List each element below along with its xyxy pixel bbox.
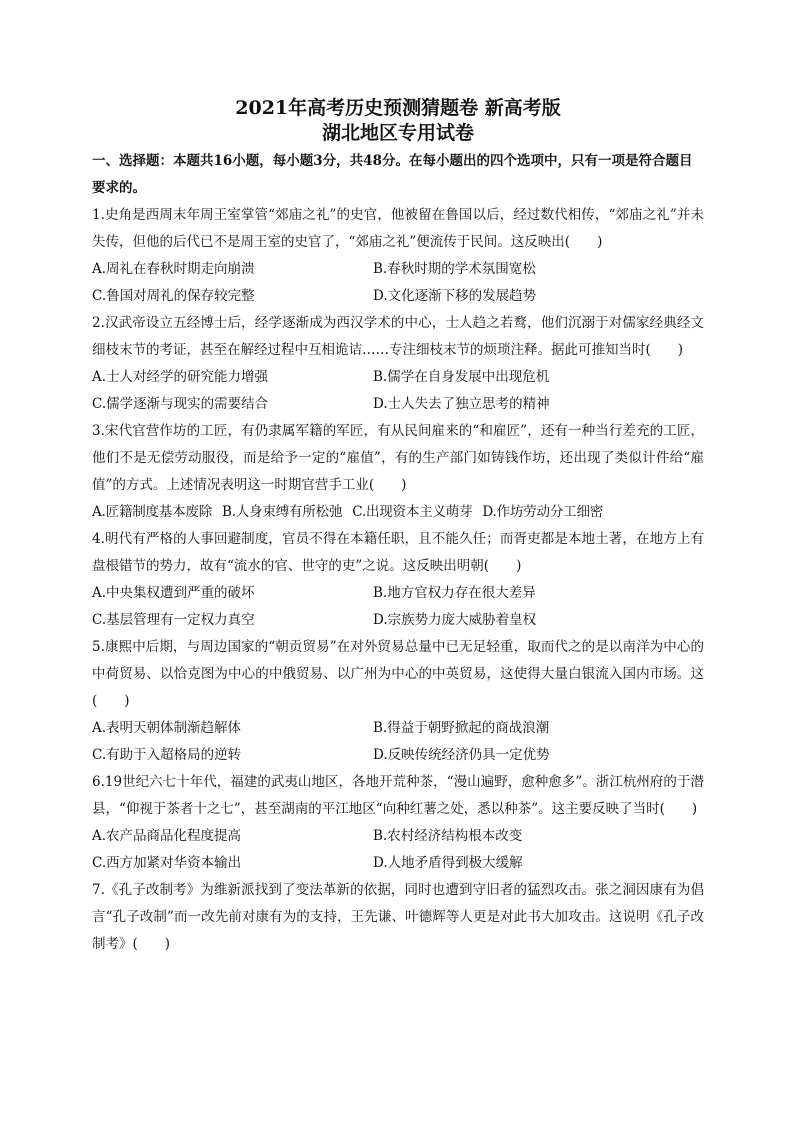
question-stem: 3.宋代官营作坊的工匠，有仍隶属军籍的军匠，有从民间雇来的“和雇匠”，还有一种当行差充的工匠，他们不是无偿劳动服役，而是给予一定的“雇值”，有的生产部门如铸钱作坊，还出现了类似计件给“雇值”的方式。上述情况表明这一时期官营手工业( ) [92, 423, 704, 493]
option-b: B.春秋时期的学术氛围宽松 [373, 261, 536, 277]
question-stem: 7.《孔子改制考》为维新派找到了变法革新的依据，同时也遭到守旧者的猛烈攻击。张之洞因康有为倡言“孔子改制”而一改先前对康有为的支持，王先谦、叶德辉等人更是对此书大加攻击。这说明《孔子改制考》( ) [92, 882, 704, 952]
option-a: A.农产品商品化程度提高 [92, 828, 242, 844]
exam-subtitle: 湖北地区专用试卷 [321, 122, 474, 144]
question-stem: 4.明代有严格的人事回避制度，官员不得在本籍任职，且不能久任；而胥吏都是本地土著，在地方上有盘根错节的势力，故有“流水的官、世守的吏”之说。这反映出明朝( ) [92, 531, 704, 574]
option-list [92, 715, 704, 769]
option-list [92, 364, 704, 418]
option-d: D.反映传统经济仍具一定优势 [373, 747, 550, 763]
option-list [92, 256, 704, 310]
option-c: C.出现资本主义萌芽 [352, 504, 473, 520]
exam-page [92, 96, 704, 958]
question-stem: 2.汉武帝设立五经博士后，经学逐渐成为西汉学术的中心，士人趋之若鹜，他们沉溺于对儒家经典经文细枝末节的考证，甚至在解经过程中互相诡诘……专注细枝末节的烦琐注释。据此可推知当时( ) [92, 315, 704, 358]
option-a: A.周礼在春秋时期走向崩溃 [92, 261, 255, 277]
option-b: B.人身束缚有所松弛 [222, 504, 343, 520]
option-b: B.儒学在自身发展中出现危机 [373, 369, 550, 385]
option-d: D.宗族势力庞大威胁着皇权 [373, 612, 537, 628]
option-d: D.作坊劳动分工细密 [482, 504, 604, 520]
option-b: B.地方官权力存在很大差异 [373, 585, 536, 601]
option-d: D.人地矛盾得到极大缓解 [373, 855, 523, 871]
question-stem: 5.康熙中后期，与周边国家的“朝贡贸易”在对外贸易总量中已无足轻重，取而代之的是以南洋为中心的中荷贸易、以恰克图为中心的中俄贸易、以广州为中心的中英贸易，这使得大量白银流入国内市场。这( ) [92, 639, 704, 709]
option-c: C.有助于入超格局的逆转 [92, 747, 242, 763]
option-list [92, 499, 704, 526]
option-list [92, 580, 704, 634]
question-stem: 6.19世纪六七十年代，福建的武夷山地区，各地开荒种茶，“漫山遍野，愈种愈多”。浙江杭州府的于潜县，“仰视于茶者十之七”，甚至湖南的平江地区“向种红薯之处，悉以种茶”。这主要反映了当时( ) [92, 774, 704, 817]
option-a: A.中央集权遭到严重的破坏 [92, 585, 255, 601]
option-b: B.得益于朝野掀起的商战浪潮 [373, 720, 550, 736]
option-c: C.鲁国对周礼的保存较完整 [92, 288, 255, 304]
exam-title: 2021年高考历史预测猜题卷 新高考版 [235, 97, 561, 119]
option-d: D.士人失去了独立思考的精神 [373, 396, 550, 412]
option-d: D.文化逐渐下移的发展趋势 [373, 288, 537, 304]
option-a: A.士人对经学的研究能力增强 [92, 369, 269, 385]
option-list [92, 823, 704, 877]
question-stem: 1.史角是西周末年周王室掌管“郊庙之礼”的史官，他被留在鲁国以后，经过数代相传，“郊庙之礼”并未失传，但他的后代已不是周王室的史官了，“郊庙之礼”便流传于民间。这反映出( ) [92, 207, 704, 250]
option-a: A.表明天朝体制渐趋解体 [92, 720, 242, 736]
option-b: B.农村经济结构根本改变 [373, 828, 523, 844]
option-a: A.匠籍制度基本废除 [92, 504, 213, 520]
option-c: C.西方加紧对华资本输出 [92, 855, 242, 871]
section-heading: 一、选择题：本题共16小题，每小题3分，共48分。在每小题出的四个选项中，只有一项是符合题目要求的。 [92, 153, 693, 196]
option-c: C.儒学逐渐与现实的需要结合 [92, 396, 269, 412]
option-c: C.基层管理有一定权力真空 [92, 612, 255, 628]
